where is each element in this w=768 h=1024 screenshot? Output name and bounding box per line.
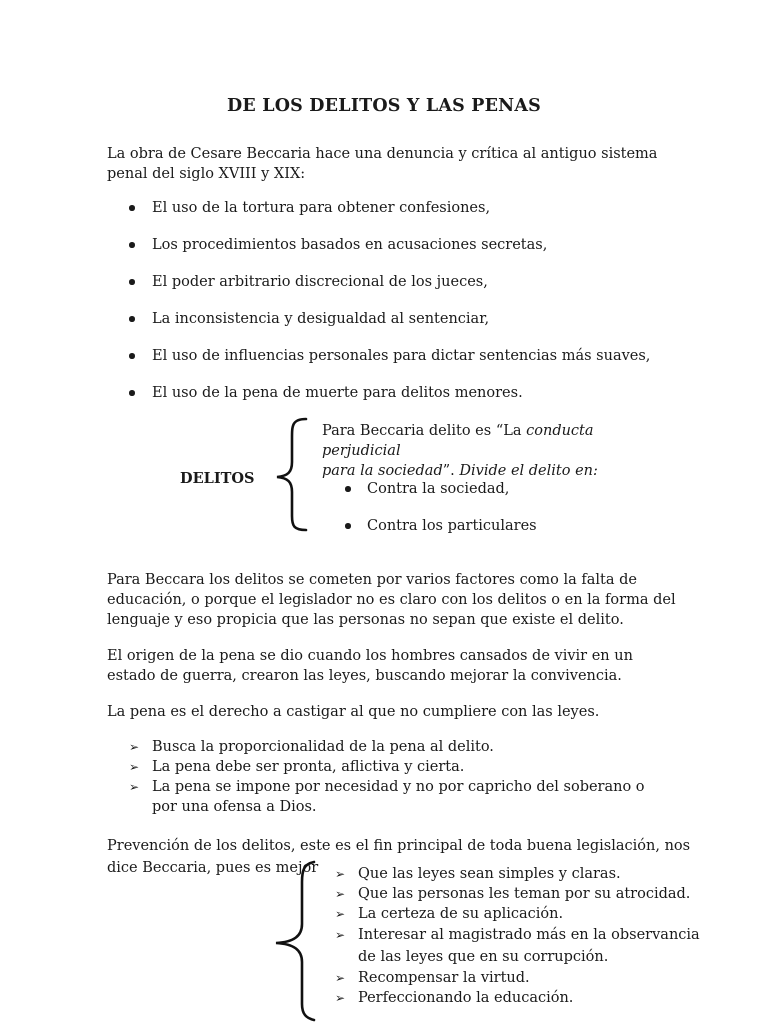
arrowhead-bullet-icon: ➢ <box>335 971 346 985</box>
list-item <box>107 777 667 817</box>
arrowhead-bullet-icon: ➢ <box>129 760 140 774</box>
list-item-text: Que las leyes sean simples y claras. <box>358 866 621 882</box>
factors-paragraph: Para Beccara los delitos se cometen por varios factores como la falta de educación, o porque el legislador no es claro con los delitos o en la forma del lenguaje y eso propicia que las personas no sepan que existe el delito. <box>107 572 676 628</box>
arrowhead-bullet-icon: ➢ <box>335 991 346 1005</box>
list-item-text: Busca la proporcionalidad de la pena al delito. <box>152 739 494 755</box>
definition-italic: conducta perjudicial <box>322 423 594 459</box>
prevention-measures-list <box>333 864 703 1008</box>
intro-paragraph: La obra de Cesare Beccaria hace una denuncia y crítica al antiguo sistema penal del siglo XVIII y XIX: <box>107 146 658 182</box>
list-item-text: Recompensar la virtud. <box>358 970 530 986</box>
list-item: El uso de influencias personales para dictar sentencias más suaves, <box>107 345 650 382</box>
list-item <box>107 737 667 757</box>
list-item-text: Perfeccionando la educación. <box>358 990 574 1006</box>
list-item-text: Que las personas les teman por su atrocidad. <box>358 886 691 902</box>
right-paragraph: La pena es el derecho a castigar al que no cumpliere con las leyes. <box>107 704 600 720</box>
list-item-text: La pena debe ser pronta, aflictiva y cierta. <box>152 759 465 775</box>
list-item <box>333 904 703 924</box>
arrowhead-bullet-icon: ➢ <box>335 907 346 921</box>
list-item-text: La pena se impone por necesidad y no por capricho del soberano o por una ofensa a Dios. <box>152 779 645 815</box>
list-item <box>333 864 703 884</box>
list-item: Contra la sociedad, <box>322 478 537 515</box>
list-item: Contra los particulares <box>322 515 537 552</box>
list-item-text: Interesar al magistrado más en la observancia de las leyes que en su corrupción. <box>358 927 700 965</box>
list-item <box>107 757 667 777</box>
arrowhead-bullet-icon: ➢ <box>129 740 140 754</box>
arrowhead-bullet-icon: ➢ <box>335 887 346 901</box>
definition-italic: Divide el delito en: <box>459 463 598 479</box>
abuses-list <box>107 197 650 419</box>
delitos-label: DELITOS <box>180 470 255 487</box>
prevention-paragraph-line-1: Prevención de los delitos, este es el fin principal de toda buena legislación, nos <box>107 838 691 854</box>
delitos-definition <box>322 421 652 481</box>
list-item: El poder arbitrario discrecional de los jueces, <box>107 271 650 308</box>
curly-brace-icon <box>270 858 320 1024</box>
list-item <box>333 968 703 988</box>
list-item: La inconsistencia y desigualdad al sentenciar, <box>107 308 650 345</box>
curly-brace-icon <box>272 416 312 534</box>
list-item <box>333 924 703 968</box>
origin-paragraph: El origen de la pena se dio cuando los hombres cansados de vivir en un estado de guerra, crearon las leyes, buscando mejorar la convivencia. <box>107 648 633 684</box>
list-item: Los procedimientos basados en acusaciones secretas, <box>107 234 650 271</box>
list-item-text: La certeza de su aplicación. <box>358 906 564 922</box>
definition-text: Para Beccaria delito es “La <box>322 423 527 439</box>
list-item <box>333 884 703 904</box>
page-title: DE LOS DELITOS Y LAS PENAS <box>227 96 541 116</box>
penalty-principles-list <box>107 737 667 817</box>
arrowhead-bullet-icon: ➢ <box>129 780 140 794</box>
delitos-types-list <box>322 478 537 552</box>
list-item <box>333 988 703 1008</box>
list-item: El uso de la tortura para obtener confesiones, <box>107 197 650 234</box>
definition-text: ”. <box>442 463 460 479</box>
arrowhead-bullet-icon: ➢ <box>335 867 346 881</box>
prevention-paragraph-line-2: dice Beccaria, pues es mejor <box>107 860 319 876</box>
definition-italic: para la sociedad <box>322 463 443 479</box>
arrowhead-bullet-icon: ➢ <box>335 928 346 942</box>
list-item: El uso de la pena de muerte para delitos menores. <box>107 382 650 419</box>
